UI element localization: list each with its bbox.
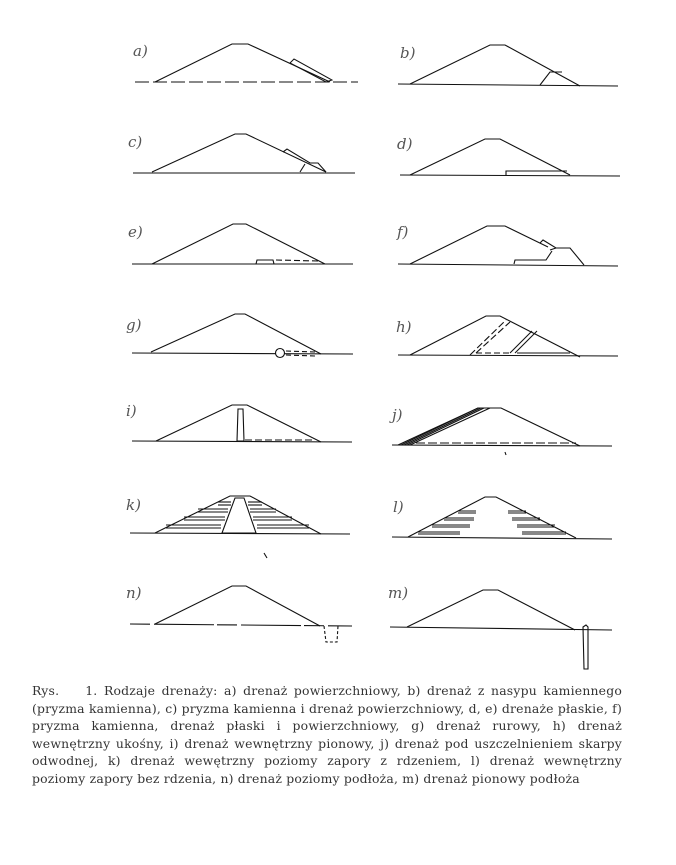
panel-c-dam xyxy=(133,134,355,173)
caption-text: Rodzaje drenaży: a) drenaż powierzchniowy, b) drenaż z nasypu kamiennego (pryzma kamienna), c) pryzma kamienna i drenaż powierzchniowy, d, e) drenaże płaskie, f) pryzma kamienna, drenaż płaski i powierzchniowy, g) drenaż rurowy, h) drenaż wewnętrzny ukośny, i) drenaż wewnętrzny pionowy, j) drenaż pod uszczelnieniem skarpy odwodnej, k) drenaż wewętrzny poziomy zapory z rdzeniem, l) drenaż wewnętrzny poziomy zapory bez rdzenia, n) drenaż poziomy podłoża, m) drenaż pionowy podłoża xyxy=(32,683,623,786)
panel-a-dam xyxy=(135,44,358,82)
panel-g-dam xyxy=(132,314,353,358)
panel-label-i: i) xyxy=(126,402,137,420)
panel-label-g: g) xyxy=(126,316,142,334)
panel-label-n: n) xyxy=(126,584,142,602)
panel-label-c: c) xyxy=(128,133,143,151)
panel-label-e: e) xyxy=(128,223,143,241)
panel-label-f: f) xyxy=(397,223,409,241)
panel-b-dam xyxy=(398,45,618,86)
panel-label-d: d) xyxy=(397,135,413,153)
panel-i-dam xyxy=(132,405,352,442)
panel-m-dam xyxy=(390,590,612,669)
panel-label-b: b) xyxy=(400,44,416,62)
figure-caption xyxy=(32,682,622,787)
panel-label-k: k) xyxy=(126,496,141,514)
panel-j-dam xyxy=(392,408,612,455)
panel-f-dam xyxy=(398,226,618,266)
panel-n-dam xyxy=(130,586,352,642)
panel-label-l: l) xyxy=(393,498,404,516)
panel-label-h: h) xyxy=(396,318,412,336)
panel-l-dam xyxy=(392,497,612,539)
panel-k-dam xyxy=(130,496,350,558)
caption-prefix: Rys. xyxy=(32,683,60,698)
panel-label-j: j) xyxy=(392,406,403,424)
caption-number: 1. xyxy=(85,683,98,698)
panel-label-m: m) xyxy=(388,584,409,602)
panel-label-a: a) xyxy=(133,42,148,60)
panel-d-dam xyxy=(400,139,620,176)
panel-e-dam xyxy=(132,224,353,264)
panel-h-dam xyxy=(398,316,618,357)
